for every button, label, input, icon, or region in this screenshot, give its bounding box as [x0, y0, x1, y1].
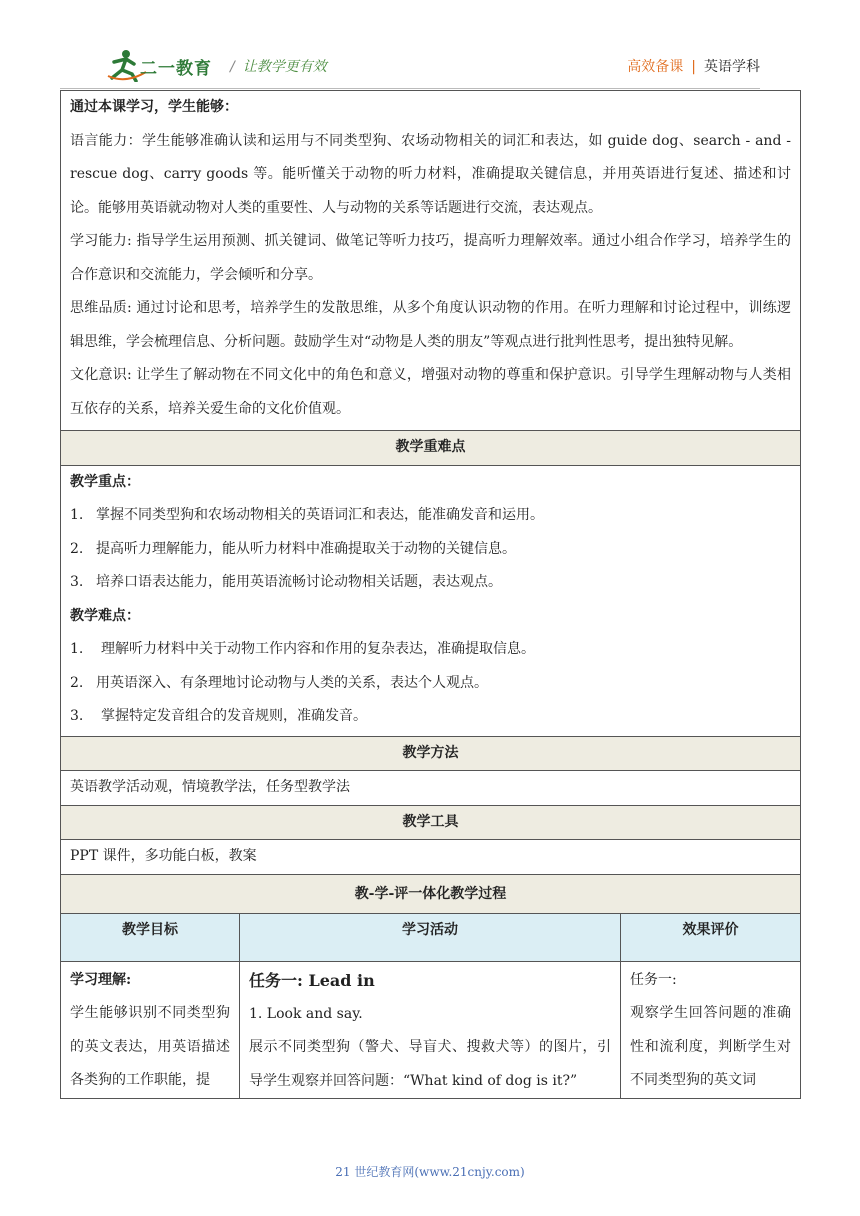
focus-item: 3. 培养口语表达能力，能用英语流畅讨论动物相关话题，表达观点。	[70, 574, 502, 590]
column-header-activity: 学习活动	[240, 913, 621, 961]
methods-heading: 教学方法	[61, 736, 801, 771]
key-points-heading: 教学重难点	[61, 431, 801, 466]
page-footer: 21 世纪教育网(www.21cnjy.com)	[335, 1165, 525, 1179]
tag-highlight: 高效备课	[627, 59, 684, 75]
tools-text: PPT 课件，多功能白板，教案	[61, 840, 801, 875]
task-description: 展示不同类型狗（警犬、导盲犬、搜救犬等）的图片，引导学生观察并回答问题：“What kind of dog is it?”	[249, 1039, 611, 1089]
task-title: 任务一: Lead in	[249, 970, 375, 990]
tag-separator: |	[691, 59, 696, 75]
slogan: / 让教学更有效	[230, 59, 327, 75]
process-heading-row	[61, 874, 801, 913]
column-header-evaluation: 效果评价	[621, 913, 801, 961]
logo-text: 二一教育	[140, 59, 212, 79]
objective-thinking: 思维品质: 通过讨论和思考，培养学生的发散思维，从多个角度认识动物的作用。在听力理解和讨论过程中，训练逻辑思维，学会梳理信息、分析问题。鼓励学生对“动物是人类的朋友”等观点进行批判性思考，提出独特见解。	[70, 300, 791, 350]
goal-text: 学生能够识别不同类型狗的英文表达，用英语描述各类狗的工作职能，提	[70, 1005, 230, 1088]
page-header	[60, 40, 800, 90]
slogan-text: 让教学更有效	[242, 59, 327, 75]
methods-heading-row	[61, 736, 801, 771]
methods-text: 英语教学活动观，情境教学法，任务型教学法	[61, 771, 801, 806]
key-points-row	[61, 465, 801, 736]
tag-subject: 英语学科	[704, 59, 760, 75]
focus-label: 教学重点：	[70, 473, 140, 490]
objectives-row	[61, 91, 801, 431]
key-points-heading-row	[61, 431, 801, 466]
tools-heading: 教学工具	[61, 805, 801, 840]
subject-tag	[627, 56, 760, 76]
objective-language: 语言能力：学生能够准确认读和运用与不同类型狗、农场动物相关的词汇和表达，如 guide dog、search - and - rescue dog、carry goods 等。能听懂关于动物的听力材料，准确提取关键信息，并用英语进行复述、描述和讨论。能够用英语就动物对人类的重要性、人与动物的关系等话题进行交流，表达观点。	[70, 132, 791, 216]
process-column-headers	[61, 913, 801, 961]
process-heading: 教-学-评一体化教学过程	[61, 874, 801, 913]
objectives-intro: 通过本课学习，学生能够：	[70, 99, 238, 115]
difficulty-item: 1. 理解听力材料中关于动物工作内容和作用的复杂表达，准确提取信息。	[70, 641, 535, 657]
focus-item: 2. 提高听力理解能力，能从听力材料中准确提取关于动物的关键信息。	[70, 540, 516, 557]
difficulty-item: 2. 用英语深入、有条理地讨论动物与人类的关系，表达个人观点。	[70, 674, 488, 691]
methods-row	[61, 771, 801, 806]
difficulty-label: 教学难点：	[70, 607, 140, 624]
objective-culture: 文化意识: 让学生了解动物在不同文化中的角色和意义，增强对动物的尊重和保护意识。引导学生理解动物与人类相互依存的关系，培养关爱生命的文化价值观。	[70, 367, 791, 417]
lesson-plan-table	[60, 90, 801, 1099]
task-step: 1. Look and say.	[249, 1005, 363, 1022]
focus-item: 1. 掌握不同类型狗和农场动物相关的英语词汇和表达，能准确发音和运用。	[70, 507, 544, 523]
evaluation-text: 观察学生回答问题的准确性和流利度，判断学生对不同类型狗的英文词	[630, 1005, 791, 1088]
header-divider	[60, 88, 760, 89]
evaluation-label: 任务一:	[630, 971, 677, 988]
objective-learning: 学习能力: 指导学生运用预测、抓关键词、做笔记等听力技巧，提高听力理解效率。通过小组合作学习，培养学生的合作意识和交流能力，学会倾听和分享。	[70, 233, 791, 283]
goal-label: 学习理解:	[70, 971, 132, 988]
process-row	[61, 961, 801, 1099]
difficulty-item: 3. 掌握特定发音组合的发音规则，准确发音。	[70, 708, 367, 724]
tools-heading-row	[61, 805, 801, 840]
tools-row	[61, 840, 801, 875]
column-header-goal: 教学目标	[61, 913, 240, 961]
